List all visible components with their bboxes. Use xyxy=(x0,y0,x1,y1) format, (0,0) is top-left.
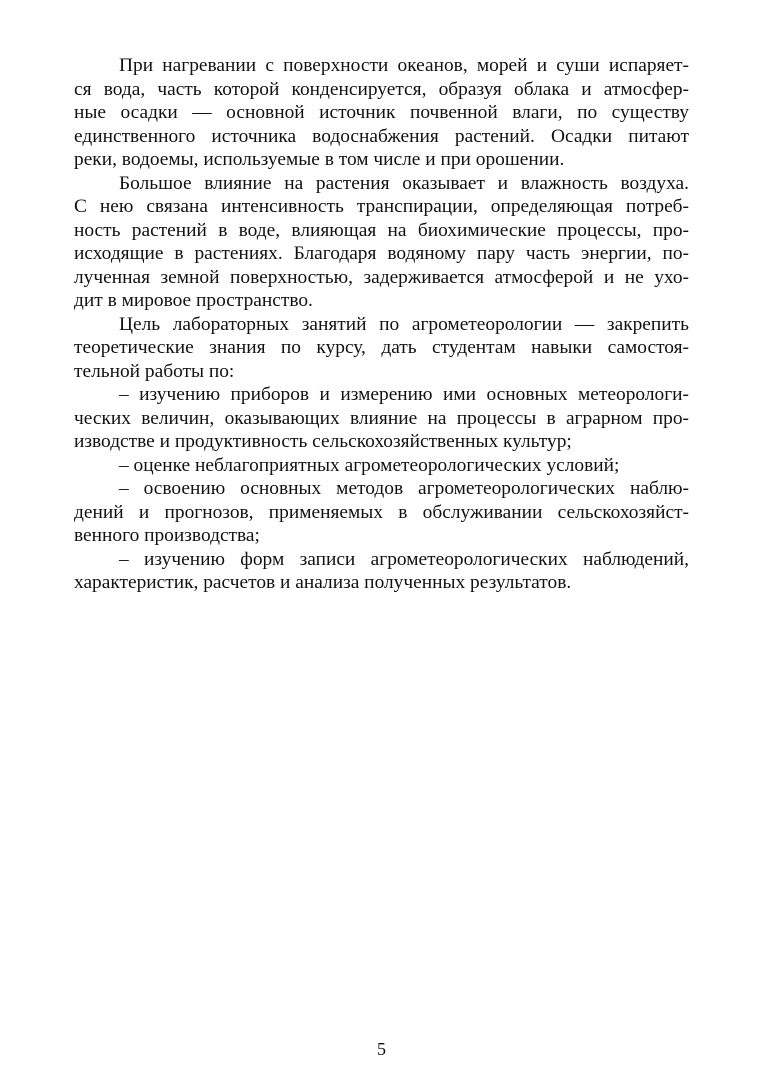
list-item-line: – изучению форм записи агрометеорологических наблюдений, xyxy=(119,548,689,570)
page-number: 5 xyxy=(377,1039,386,1059)
list-item-line: характеристик, расчетов и анализа полученных результатов. xyxy=(74,572,572,593)
list-item-line: – освоению основных методов агрометеорологических наблю- xyxy=(119,478,689,499)
list-item-line: дений и прогнозов, применяемых в обслуживании сельскохозяйст- xyxy=(74,501,689,523)
text-line: теоретические знания по курсу, дать студентам навыки самостоя- xyxy=(74,337,689,358)
list-item-line: изводстве и продуктивность сельскохозяйственных культур; xyxy=(74,431,572,452)
text-line: Большое влияние на растения оказывает и влажность воздуха. xyxy=(119,172,689,194)
text-line: ные осадки — основной источник почвенной влаги, по существу xyxy=(74,102,689,123)
list-item-line: – изучению приборов и измерению ими основных метеорологи- xyxy=(119,384,689,405)
list-item-line: – оценке неблагоприятных агрометеорологических условий; xyxy=(119,454,620,476)
text-line: дит в мировое пространство. xyxy=(74,290,313,311)
body-text xyxy=(74,54,689,595)
text-line: При нагревании с поверхности океанов, морей и суши испаряет- xyxy=(119,55,689,76)
text-line: Цель лабораторных занятий по агрометеорологии — закрепить xyxy=(119,313,689,335)
text-line: реки, водоемы, используемые в том числе и при орошении. xyxy=(74,149,565,170)
list-item-line: ческих величин, оказывающих влияние на процессы в аграрном про- xyxy=(74,407,689,429)
text-line: ся вода, часть которой конденсируется, образуя облака и атмосфер- xyxy=(74,78,689,100)
text-line: ность растений в воде, влияющая на биохимические процессы, про- xyxy=(74,219,689,241)
text-line: тельной работы по: xyxy=(74,360,235,382)
text-line: С нею связана интенсивность транспирации, определяющая потреб- xyxy=(74,196,689,217)
text-line: единственного источника водоснабжения растений. Осадки питают xyxy=(74,125,689,147)
list-item-line: венного производства; xyxy=(74,525,260,546)
text-line: исходящие в растениях. Благодаря водяному пару часть энергии, по- xyxy=(74,243,689,264)
text-line: лученная земной поверхностью, задерживается атмосферой и не ухо- xyxy=(74,266,689,288)
